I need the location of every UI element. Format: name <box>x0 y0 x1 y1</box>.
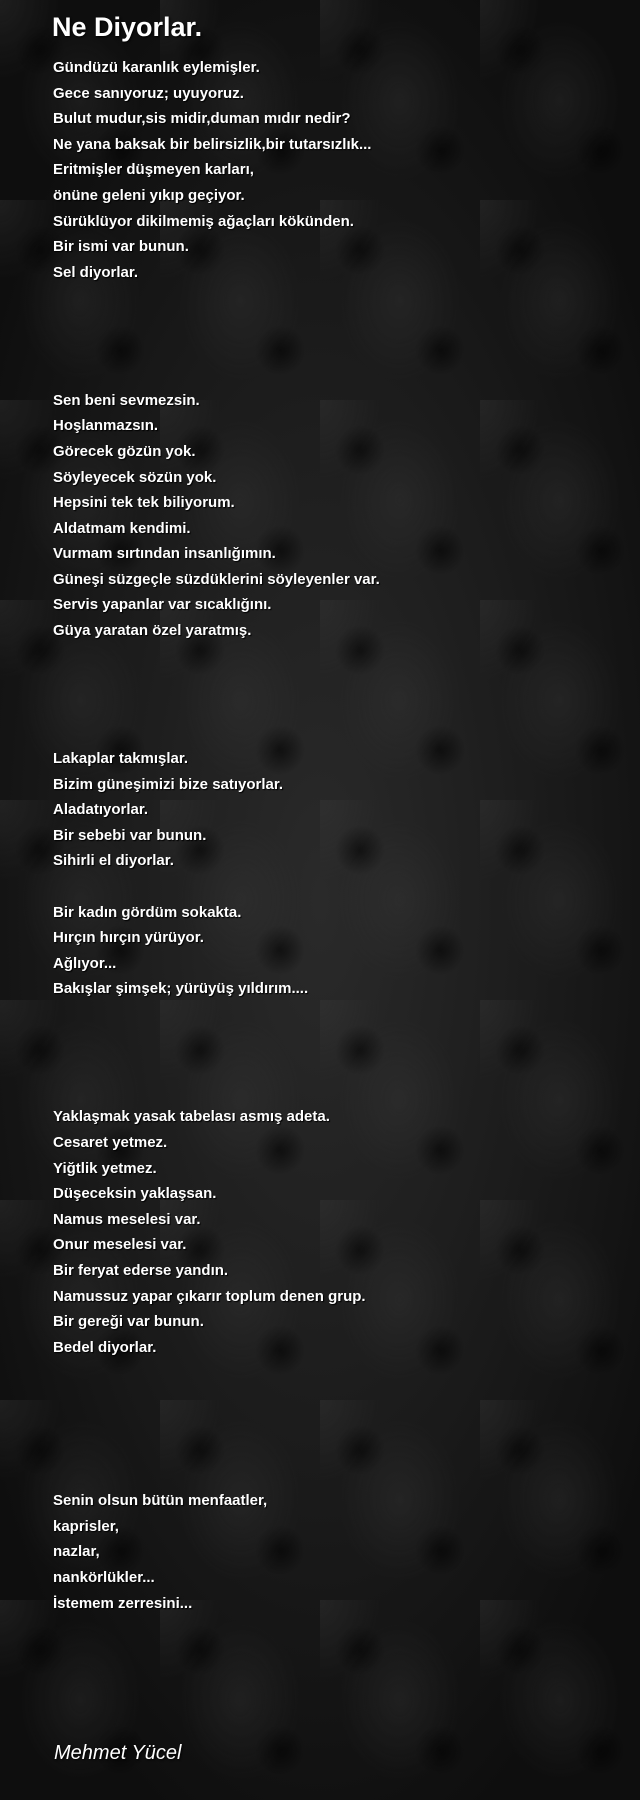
poem-line: Eritmişler düşmeyen karları, <box>53 161 254 179</box>
blank-line <box>53 285 623 311</box>
poem-line: Sel diyorlar. <box>53 263 139 281</box>
blank-line <box>53 362 623 388</box>
poem-line: Aldatmam kendimi. <box>53 519 191 537</box>
blank-line <box>53 1002 623 1028</box>
poem-line: Namussuz yapar çıkarır toplum denen grup. <box>53 1287 366 1305</box>
blank-line <box>53 1463 623 1489</box>
poem-line: Ne yana baksak bir belirsizlik,bir tutarsızlık... <box>53 135 372 153</box>
blank-line <box>53 1411 623 1437</box>
poem-line: Gündüzü karanlık eylemişler. <box>53 59 260 76</box>
blank-line <box>53 1028 623 1054</box>
poem-line: Yaklaşmak yasak tabelası asmış adeta. <box>53 1108 330 1126</box>
poem-line: Bulut mudur,sis midir,duman mıdır nedir? <box>53 110 351 128</box>
blank-line <box>53 1386 623 1412</box>
poem-title: Ne Diyorlar. <box>52 12 203 42</box>
poem-line: Düşeceksin yaklaşsan. <box>53 1185 217 1203</box>
blank-line <box>53 337 623 363</box>
poem-author: Mehmet Yücel <box>54 1742 182 1764</box>
blank-line <box>53 720 623 746</box>
poem-line: Hepsini tek tek biliyorum. <box>53 494 235 512</box>
poem-line: Lakaplar takmışlar. <box>53 750 189 768</box>
poem-line: Söyleyecek sözün yok. <box>53 468 217 486</box>
blank-line <box>53 1079 623 1105</box>
poem-line: Güneşi süzgeçle süzdüklerini söyleyenler var. <box>53 570 380 588</box>
blank-line <box>53 874 623 900</box>
poem-body <box>53 55 623 1616</box>
poem-line: Bir ismi var bunun. <box>53 238 189 256</box>
blank-line <box>53 644 623 670</box>
poem-line: Sihirli el diyorlar. <box>53 852 174 870</box>
poem-line: Gece sanıyoruz; uyuyoruz. <box>53 84 244 102</box>
blank-line <box>53 669 623 695</box>
poem-line: Hoşlanmazsın. <box>53 417 159 435</box>
blank-line <box>53 1360 623 1386</box>
poem-line: Ağlıyor... <box>53 954 117 972</box>
poem-line: Aladatıyorlar. <box>53 801 149 819</box>
poem-line: nazlar, <box>53 1543 100 1561</box>
poem-line: Bir kadın gördüm sokakta. <box>53 903 242 921</box>
poem-line: Vurmam sırtından insanlığımın. <box>53 545 276 563</box>
poem-line: Onur meselesi var. <box>53 1236 187 1254</box>
poem-line: Namus meselesi var. <box>53 1210 201 1228</box>
poem-line: Bedel diyorlar. <box>53 1338 157 1356</box>
poem-line: Sen beni sevmezsin. <box>53 391 200 409</box>
poem-line: Görecek gözün yok. <box>53 442 196 460</box>
poem-line: Bir sebebi var bunun. <box>53 826 207 844</box>
poem-line: Cesaret yetmez. <box>53 1133 168 1151</box>
poem-line: Bir gereği var bunun. <box>53 1313 204 1331</box>
poem-line: Yiğtlik yetmez. <box>53 1159 157 1177</box>
poem-line: kaprisler, <box>53 1517 119 1535</box>
poem-line: Bakışlar şimşek; yürüyüş yıldırım.... <box>53 980 309 998</box>
poem-line: Hırçın hırçın yürüyor. <box>53 929 204 947</box>
poem-line: Bir feryat ederse yandın. <box>53 1261 229 1279</box>
poem-line: Bizim güneşimizi bize satıyorlar. <box>53 775 284 793</box>
blank-line <box>53 1053 623 1079</box>
poem-line: Senin olsun bütün menfaatler, <box>53 1492 268 1510</box>
poem-line: İstemem zerresini... <box>53 1594 193 1612</box>
poem-line: Sürüklüyor dikilmemiş ağaçları kökünden. <box>53 212 354 230</box>
poem-line: önüne geleni yıkıp geçiyor. <box>53 186 245 204</box>
poem-line: Güya yaratan özel yaratmış. <box>53 622 252 640</box>
blank-line <box>53 695 623 721</box>
blank-line <box>53 311 623 337</box>
poem-line: nankörlükler... <box>53 1569 155 1587</box>
poem-line: Servis yapanlar var sıcaklığını. <box>53 596 272 614</box>
blank-line <box>53 1437 623 1463</box>
